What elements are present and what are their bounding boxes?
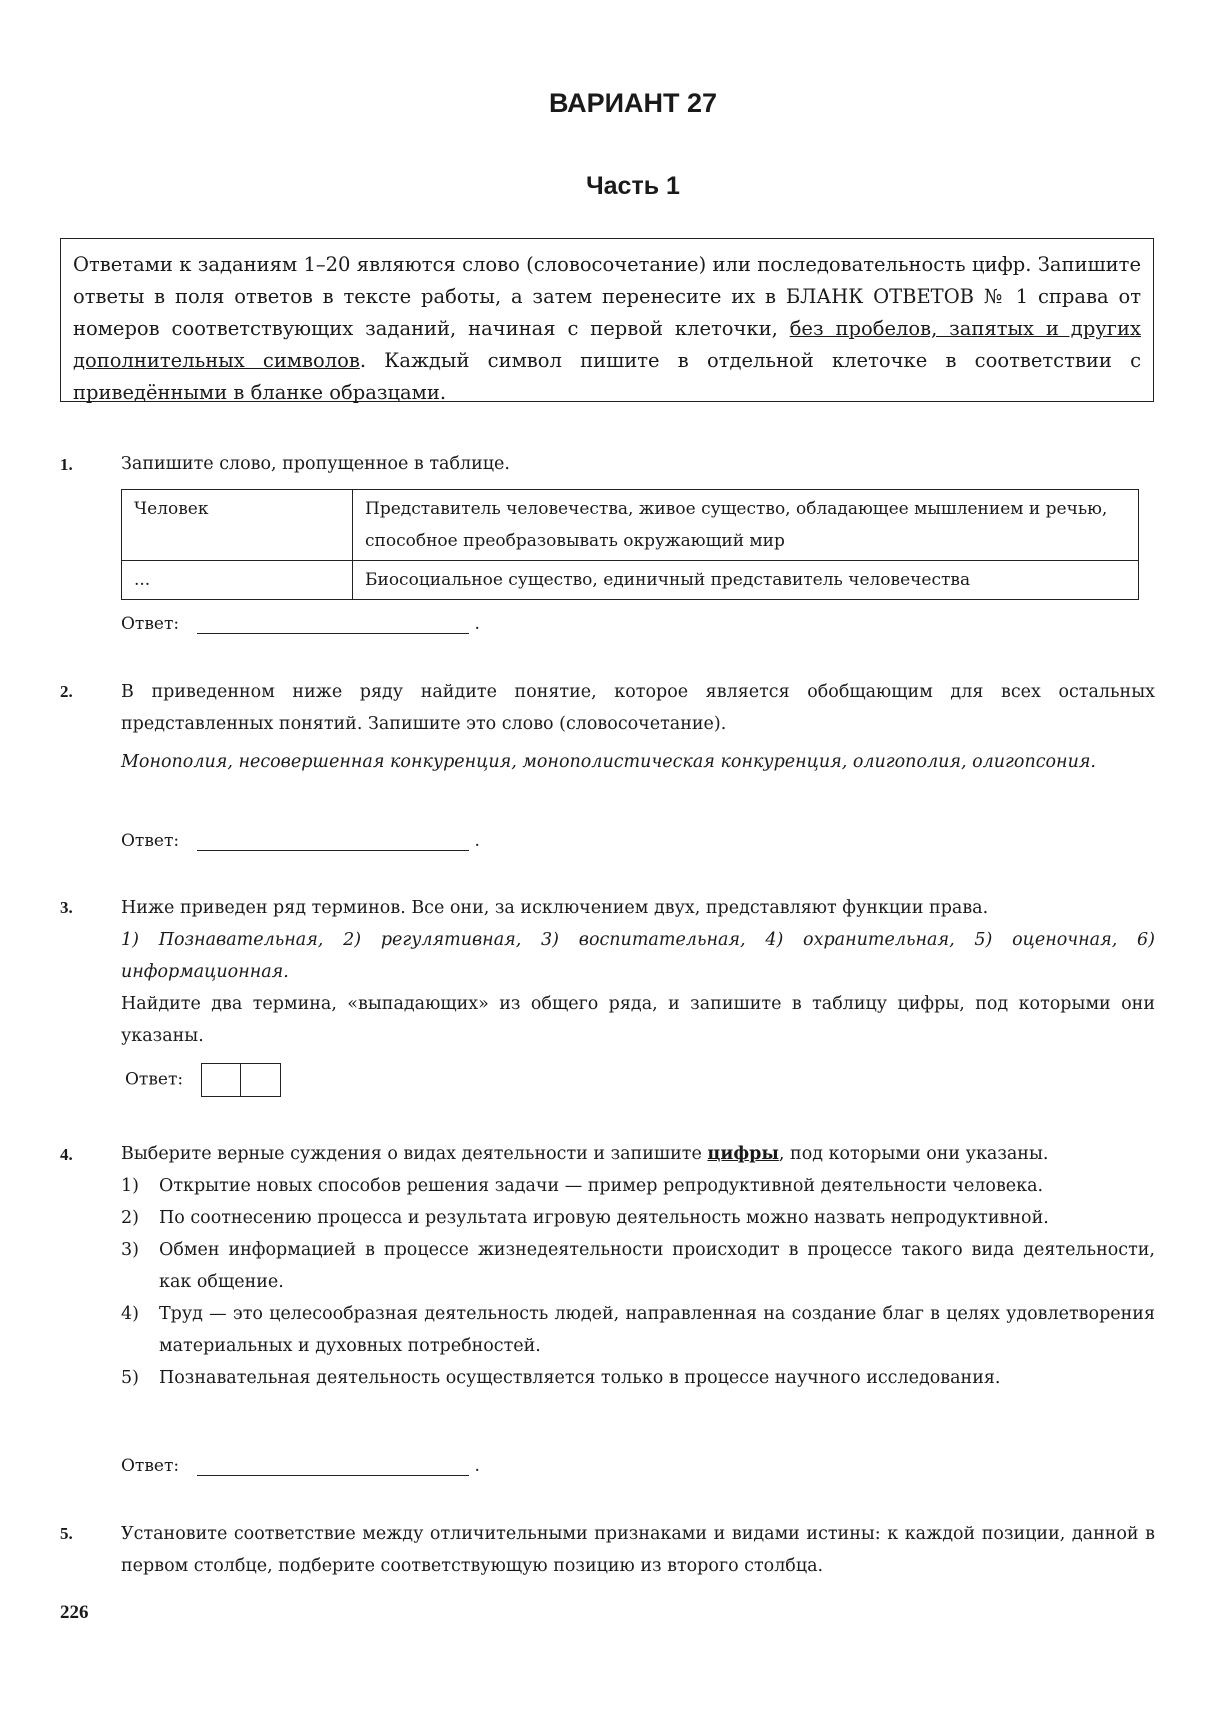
answer-line[interactable] — [197, 1457, 469, 1476]
answer-dot: . — [474, 614, 480, 634]
option-number: 5) — [121, 1368, 139, 1388]
instructions-text-end: . Каждый символ пишите в отдельной клеточке в соответствии с приведёнными в бланке образцами. — [73, 349, 1141, 404]
answer-line[interactable] — [197, 615, 469, 634]
list-item — [121, 1202, 1155, 1234]
answer-dot: . — [474, 831, 480, 851]
table-row — [122, 561, 1139, 600]
q3-block — [121, 892, 1155, 1052]
q3-number: 3. — [60, 898, 73, 917]
q2-list: Монополия, несовершенная конкуренция, монополистическая конкуренция, олигополия, олигопсония. — [121, 752, 1096, 772]
list-item — [121, 1362, 1155, 1394]
q4-text-end: , под которыми они указаны. — [778, 1144, 1049, 1164]
q3-list: 1) Познавательная, 2) регулятивная, 3) воспитательная, 4) охранительная, 5) оценочная, 6) информационная. — [121, 930, 1155, 982]
q2-number: 2. — [60, 682, 73, 701]
q1-table — [121, 489, 1139, 600]
table-cell-term: Человек — [122, 490, 353, 561]
instructions-box — [60, 238, 1154, 402]
q2-block — [121, 676, 1155, 778]
q3-answer — [125, 1063, 281, 1097]
table-cell-term: ... — [122, 561, 353, 600]
table-cell-definition: Биосоциальное существо, единичный представитель человечества — [353, 561, 1139, 600]
q1-number: 1. — [60, 455, 73, 474]
q4-answer — [121, 1456, 480, 1476]
list-item — [121, 1170, 1155, 1202]
option-number: 3) — [121, 1240, 139, 1260]
answer-label: Ответ: — [121, 614, 180, 634]
list-item — [121, 1298, 1155, 1362]
option-text: Труд — это целесообразная деятельность людей, направленная на создание благ в целях удовлетворения материальных и духовных потребностей. — [159, 1304, 1155, 1356]
q4-block — [121, 1138, 1155, 1394]
answer-label: Ответ: — [121, 831, 180, 851]
answer-dot: . — [474, 1456, 480, 1476]
q5-number: 5. — [60, 1524, 73, 1543]
option-text: Обмен информацией в процессе жизнедеятельности происходит в процессе такого вида деятельности, как общение. — [159, 1240, 1155, 1292]
q1-answer — [121, 614, 480, 634]
option-number: 4) — [121, 1304, 139, 1324]
list-item — [121, 1234, 1155, 1298]
q3-task: Найдите два термина, «выпадающих» из общего ряда, и запишите в таблицу цифры, под которыми они указаны. — [121, 994, 1155, 1046]
q4-text: Выберите верные суждения о видах деятельности и запишите — [121, 1144, 708, 1164]
option-text: По соотнесению процесса и результата игровую деятельность можно назвать непродуктивной. — [159, 1208, 1049, 1228]
q2-text: В приведенном ниже ряду найдите понятие, которое является обобщающим для всех остальных представленных понятий. Запишите это слово (словосочетание). — [121, 682, 1155, 734]
answer-label: Ответ: — [125, 1069, 184, 1090]
q3-text: Ниже приведен ряд терминов. Все они, за исключением двух, представляют функции права. — [121, 898, 989, 918]
q2-answer — [121, 831, 480, 851]
option-number: 1) — [121, 1176, 139, 1196]
instructions-text: Ответами к заданиям 1–20 являются слово (словосочетание) или последовательность цифр. Запишите ответы в поля ответов в тексте работы, а затем перенесите их в БЛАНК ОТВЕТОВ № 1 справа от номеров соответствующих заданий, начиная с первой клеточки, — [73, 253, 1141, 340]
instructions-underlined: без пробелов, запятых и других дополнительных символов — [73, 317, 1141, 372]
q1-text: Запишите слово, пропущенное в таблице. — [121, 454, 510, 474]
answer-label: Ответ: — [121, 1456, 180, 1476]
q5-text: Установите соответствие между отличительными признаками и видами истины: к каждой позиции, данной в первом столбце, подберите соответствующую позицию из второго столбца. — [121, 1524, 1155, 1576]
answer-cell[interactable] — [241, 1063, 281, 1097]
part-title: Часть 1 — [586, 172, 680, 200]
answer-cell[interactable] — [201, 1063, 241, 1097]
page-number: 226 — [60, 1602, 89, 1623]
option-number: 2) — [121, 1208, 139, 1228]
option-text: Открытие новых способов решения задачи — пример репродуктивной деятельности человека. — [159, 1176, 1044, 1196]
q4-number: 4. — [60, 1145, 73, 1164]
table-row — [122, 490, 1139, 561]
q4-emphasis: цифры — [707, 1144, 779, 1164]
option-text: Познавательная деятельность осуществляется только в процессе научного исследования. — [159, 1368, 1001, 1388]
variant-title: ВАРИАНТ 27 — [548, 88, 718, 118]
table-cell-definition: Представитель человечества, живое существо, обладающее мышлением и речью, способное преобразовывать окружающий мир — [353, 490, 1139, 561]
answer-line[interactable] — [197, 832, 469, 851]
